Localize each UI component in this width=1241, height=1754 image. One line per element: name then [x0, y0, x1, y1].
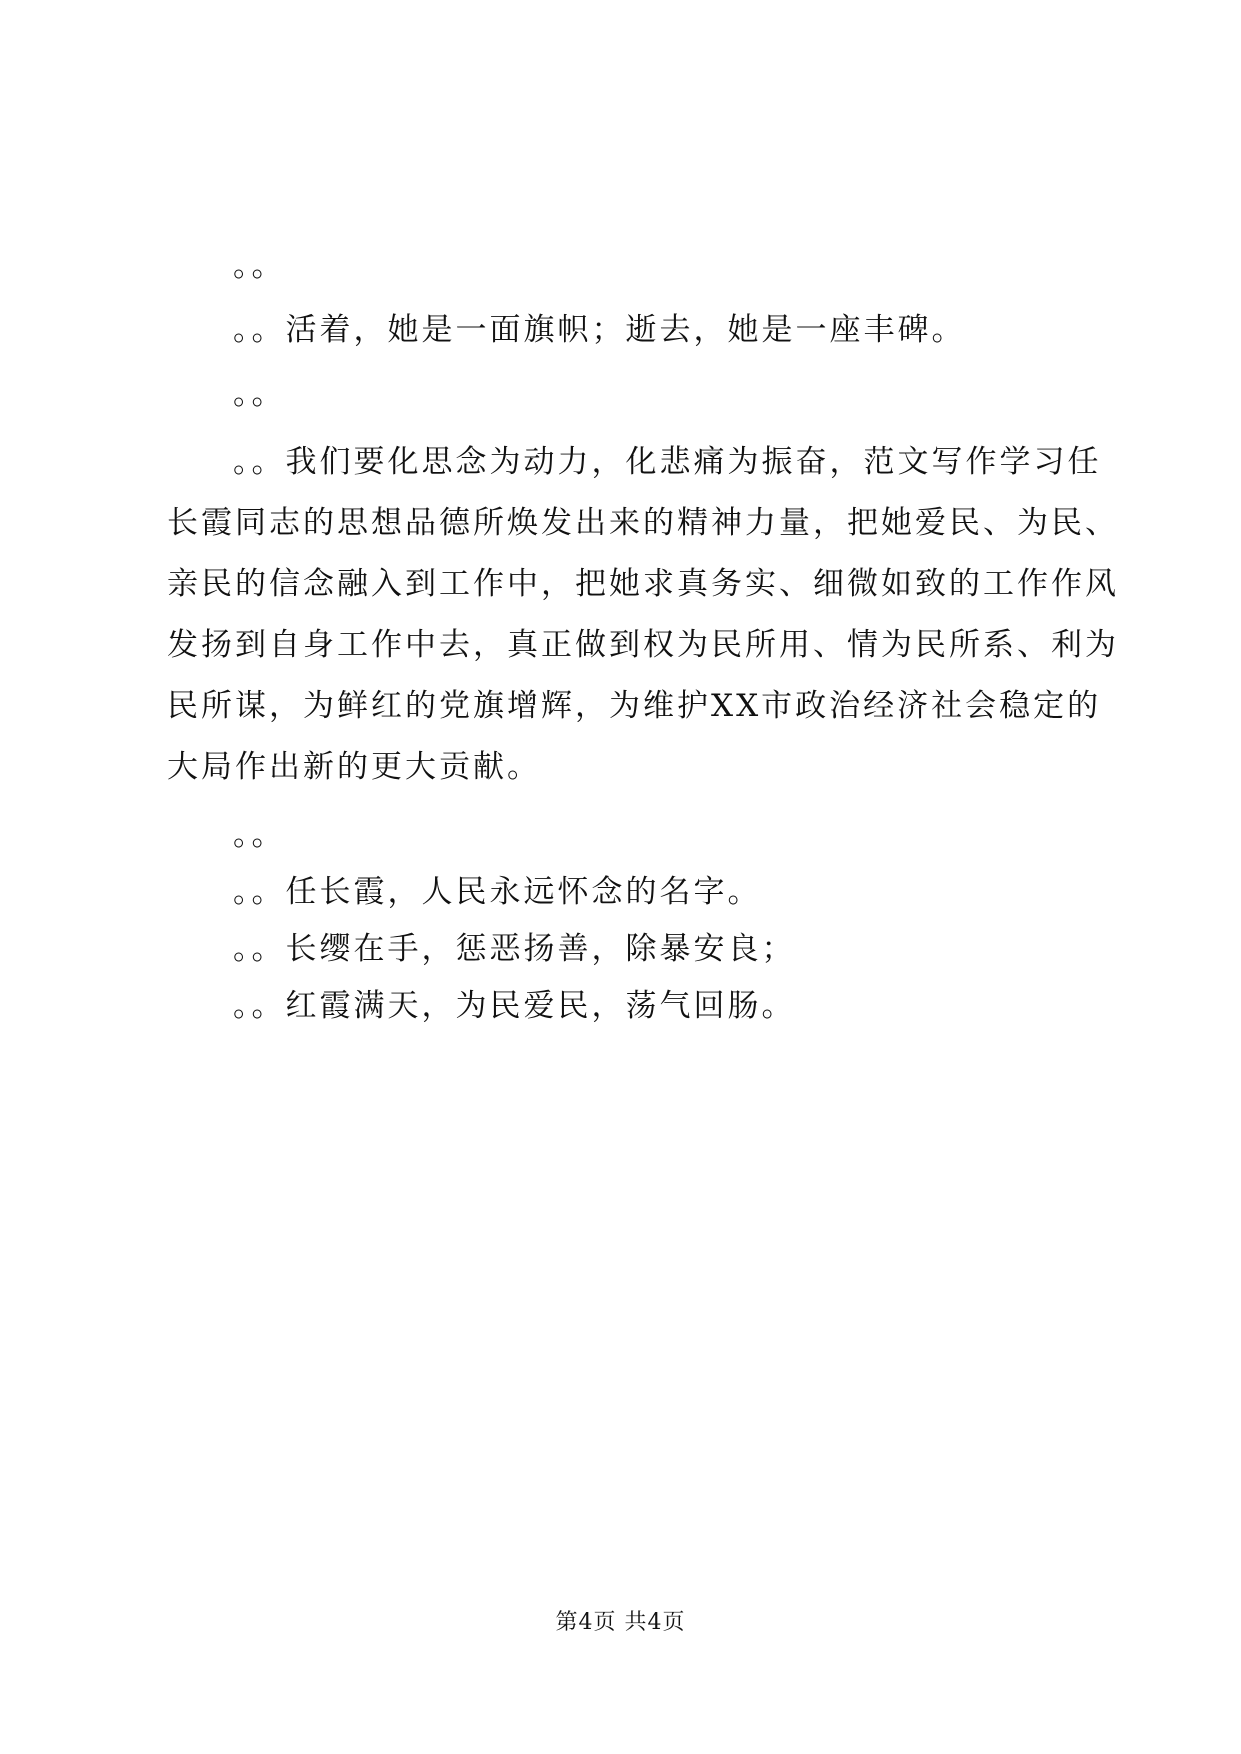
paragraph-line: 。。红霞满天，为民爱民，荡气回肠。 [233, 988, 796, 1024]
paragraph-1 [167, 240, 1087, 293]
document-body [167, 240, 1119, 1033]
paragraph-line: 大局作出新的更大贡献。 [167, 749, 541, 785]
paragraph-line: 长霞同志的思想品德所焕发出来的精神力量，把她爱民、为民、 [167, 505, 1119, 541]
paragraph-line: 亲民的信念融入到工作中，把她求真务实、细微如致的工作作风 [167, 566, 1119, 602]
paragraph-line: 。。任长霞，人民永远怀念的名字。 [233, 874, 762, 910]
paragraph-line: 。。活着，她是一面旗帜；逝去，她是一座丰碑。 [233, 312, 966, 348]
paragraph-line: 。。 [233, 376, 286, 412]
paragraph-2 [167, 304, 1087, 357]
paragraph-line: 。。 [233, 248, 286, 284]
paragraph-5 [167, 809, 1087, 862]
paragraph-line: 。。我们要化思念为动力，化悲痛为振奋，范文写作学习任 [233, 444, 1102, 480]
paragraph-7 [167, 923, 1087, 976]
paragraph-8 [167, 980, 1087, 1033]
page-footer: 第4页 共4页 [555, 1610, 686, 1635]
paragraph-line: 。。长缨在手，惩恶扬善，除暴安良； [233, 931, 796, 967]
paragraph-3 [167, 368, 1087, 421]
paragraph-6 [167, 866, 1087, 919]
paragraph-line: 发扬到自身工作中去，真正做到权为民所用、情为民所系、利为 [167, 627, 1119, 663]
paragraph-line: 民所谋，为鲜红的党旗增辉，为维护XX市政治经济社会稳定的 [167, 688, 1102, 724]
paragraph-line: 。。 [233, 817, 286, 853]
paragraph-4 [167, 432, 1119, 798]
